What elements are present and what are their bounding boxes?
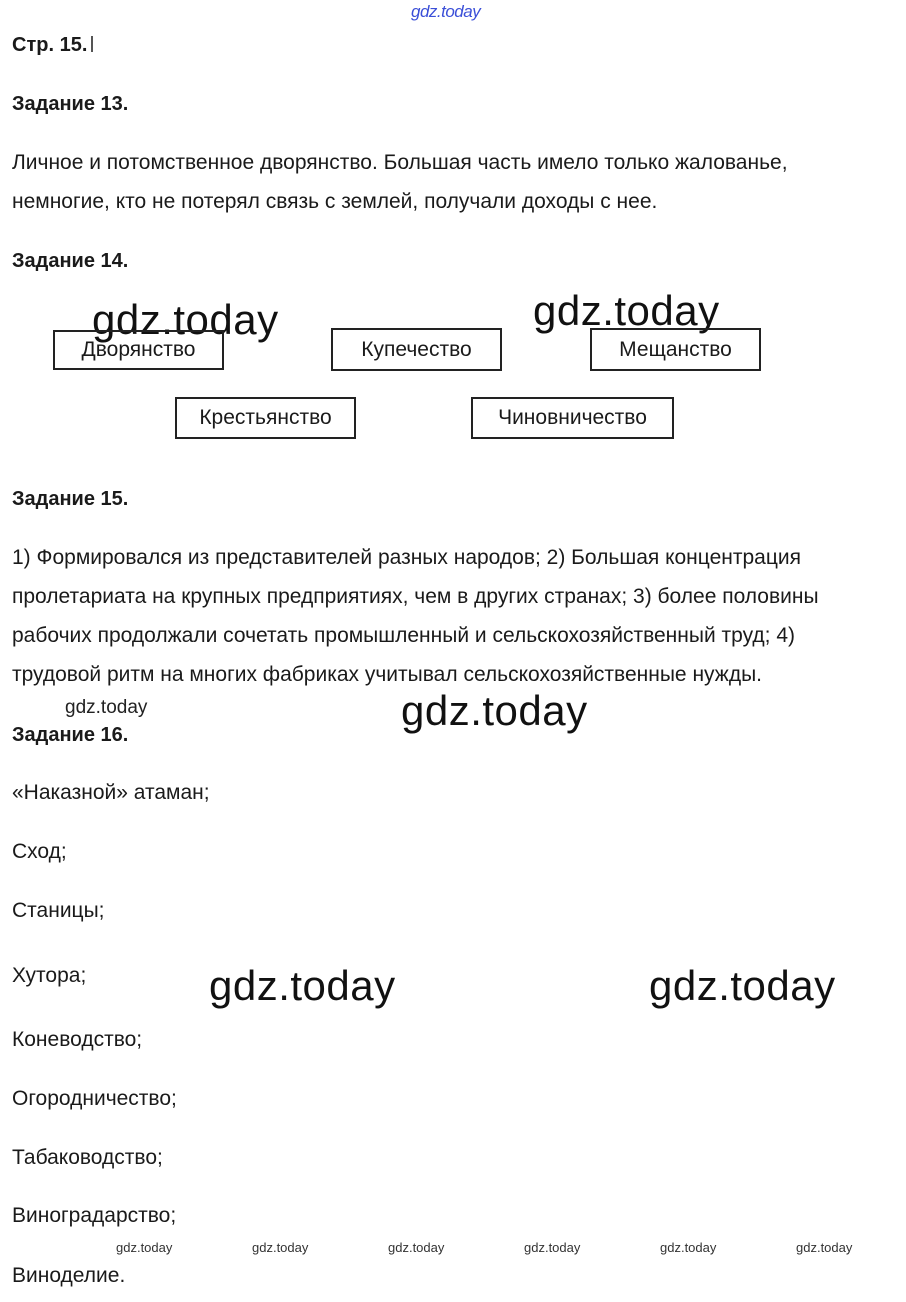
estate-box-merchants: Купечество	[331, 328, 502, 371]
task16-item: Огородничество;	[12, 1087, 177, 1110]
page-label: Стр. 15.	[12, 34, 93, 57]
estate-box-officials: Чиновничество	[471, 397, 674, 439]
task15-line: рабочих продолжали сочетать промышленный и сельскохозяйственный труд; 4)	[12, 624, 795, 647]
estate-box-nobility: Дворянство	[53, 330, 224, 370]
watermark-small: gdz.today	[252, 1240, 309, 1255]
watermark-large: gdz.today	[209, 962, 396, 1009]
watermark-large: gdz.today	[92, 296, 279, 343]
watermark-large: gdz.today	[649, 962, 836, 1009]
watermark-small: gdz.today	[660, 1240, 717, 1255]
task16-item: Виноградарство;	[12, 1204, 177, 1227]
text-cursor	[91, 36, 93, 52]
estate-box-peasants: Крестьянство	[175, 397, 356, 439]
task13-line: Личное и потомственное дворянство. Большая часть имело только жалованье,	[12, 151, 788, 174]
task16-item: Табаководство;	[12, 1146, 163, 1169]
task15-line: трудовой ритм на многих фабриках учитывал сельскохозяйственные нужды.	[12, 663, 763, 686]
watermark-small: gdz.today	[796, 1240, 853, 1255]
task13-heading: Задание 13.	[12, 93, 129, 115]
task15-text	[12, 538, 902, 694]
watermark-top: gdz.today	[411, 2, 481, 21]
task15-heading: Задание 15.	[12, 488, 129, 510]
task13-line: немногие, кто не потерял связь с землей, получали доходы с нее.	[12, 190, 658, 213]
watermark-large: gdz.today	[401, 687, 588, 734]
task14-heading: Задание 14.	[12, 250, 129, 272]
task16-item: Станицы;	[12, 899, 105, 922]
task16-item: Виноделие.	[12, 1264, 126, 1287]
watermark-medium: gdz.today	[65, 697, 148, 718]
watermark-small: gdz.today	[388, 1240, 445, 1255]
task16-item: «Наказной» атаман;	[12, 781, 210, 804]
watermark-small: gdz.today	[524, 1240, 581, 1255]
estate-box-townspeople: Мещанство	[590, 328, 761, 371]
task15-line: 1) Формировался из представителей разных народов; 2) Большая концентрация	[12, 546, 801, 569]
watermark-large: gdz.today	[533, 287, 720, 334]
task13-text	[12, 143, 902, 221]
task16-heading: Задание 16.	[12, 724, 129, 746]
task16-item: Сход;	[12, 840, 67, 863]
task15-line: пролетариата на крупных предприятиях, чем в других странах; 3) более половины	[12, 585, 819, 608]
task16-item: Хутора;	[12, 964, 87, 987]
task16-item: Коневодство;	[12, 1028, 143, 1051]
watermark-small: gdz.today	[116, 1240, 173, 1255]
